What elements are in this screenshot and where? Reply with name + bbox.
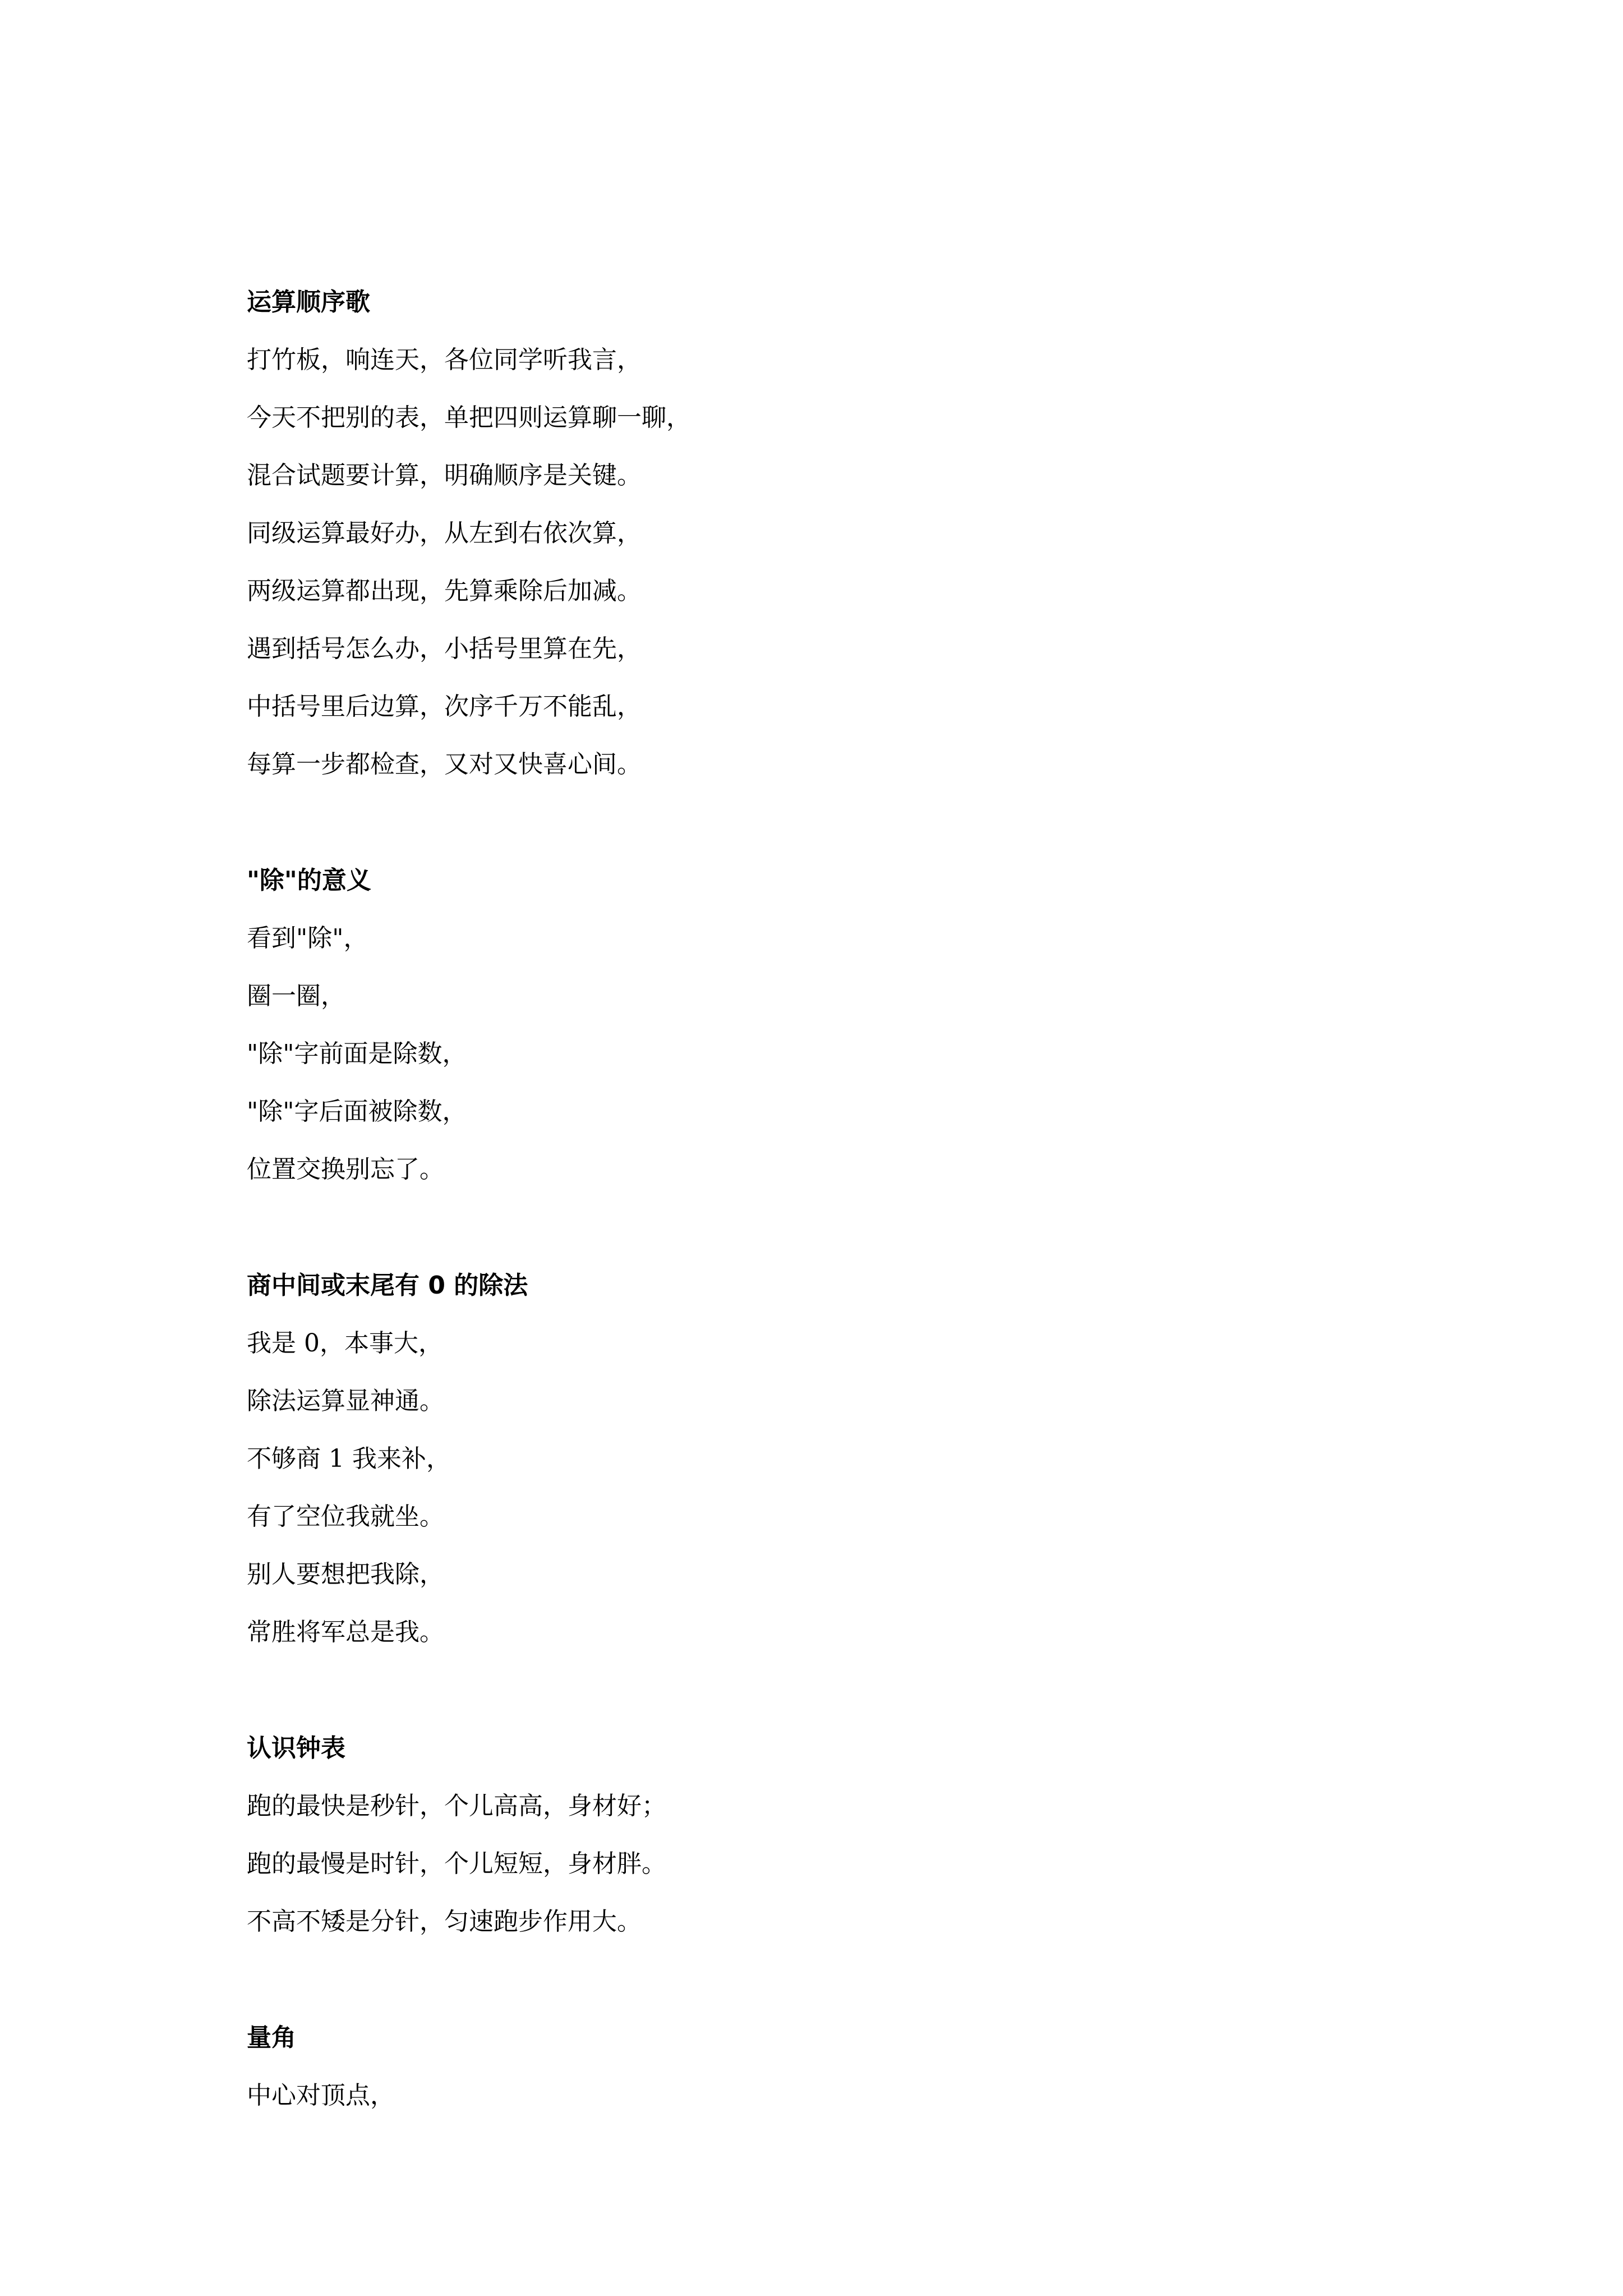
section-title: 商中间或末尾有 0 的除法 bbox=[247, 1271, 528, 1300]
poem-line: 打竹板，响连天，各位同学听我言， bbox=[247, 346, 642, 374]
section-title: 认识钟表 bbox=[247, 1734, 345, 1763]
poem-line: 不高不矮是分针，匀速跑步作用大。 bbox=[247, 1907, 642, 1936]
poem-line: 不够商 1 我来补， bbox=[247, 1444, 451, 1473]
poem-line: "除"字后面被除数， bbox=[247, 1097, 467, 1126]
poem-line: 混合试题要计算，明确顺序是关键。 bbox=[247, 461, 642, 490]
poem-clock bbox=[247, 1719, 1424, 1950]
poem-operation-order bbox=[247, 273, 1424, 793]
poem-line: 看到"除"， bbox=[247, 924, 368, 953]
poem-division-meaning bbox=[247, 852, 1424, 1198]
poem-line: 中括号里后边算，次序千万不能乱， bbox=[247, 692, 642, 721]
poem-measuring-angles bbox=[247, 2009, 1424, 2124]
poem-line: "除"字前面是除数， bbox=[247, 1039, 467, 1068]
poem-line: 两级运算都出现，先算乘除后加减。 bbox=[247, 577, 642, 605]
poem-line: 位置交换别忘了。 bbox=[247, 1155, 444, 1184]
poem-line: 圈一圈， bbox=[247, 982, 345, 1010]
poem-line: 跑的最快是秒针，个儿高高，身材好； bbox=[247, 1792, 666, 1820]
poem-line: 有了空位我就坐。 bbox=[247, 1502, 444, 1531]
poem-zero-in-quotient bbox=[247, 1257, 1424, 1661]
poem-line: 我是 0，本事大， bbox=[247, 1329, 443, 1358]
document-page bbox=[247, 273, 1424, 2124]
poem-line: 除法运算显神通。 bbox=[247, 1387, 444, 1415]
poem-line: 常胜将军总是我。 bbox=[247, 1618, 444, 1646]
poem-line: 跑的最慢是时针，个儿短短，身材胖。 bbox=[247, 1849, 666, 1878]
section-title: 量角 bbox=[247, 2023, 296, 2052]
poem-line: 遇到括号怎么办，小括号里算在先， bbox=[247, 634, 642, 663]
poem-line: 每算一步都检查，又对又快喜心间。 bbox=[247, 750, 642, 779]
poem-line: 今天不把别的表，单把四则运算聊一聊， bbox=[247, 403, 691, 432]
section-title: "除"的意义 bbox=[247, 866, 371, 895]
section-title: 运算顺序歌 bbox=[247, 288, 370, 316]
poem-line: 别人要想把我除， bbox=[247, 1560, 444, 1589]
poem-line: 同级运算最好办，从左到右依次算， bbox=[247, 519, 642, 547]
poem-line: 中心对顶点， bbox=[247, 2081, 395, 2110]
